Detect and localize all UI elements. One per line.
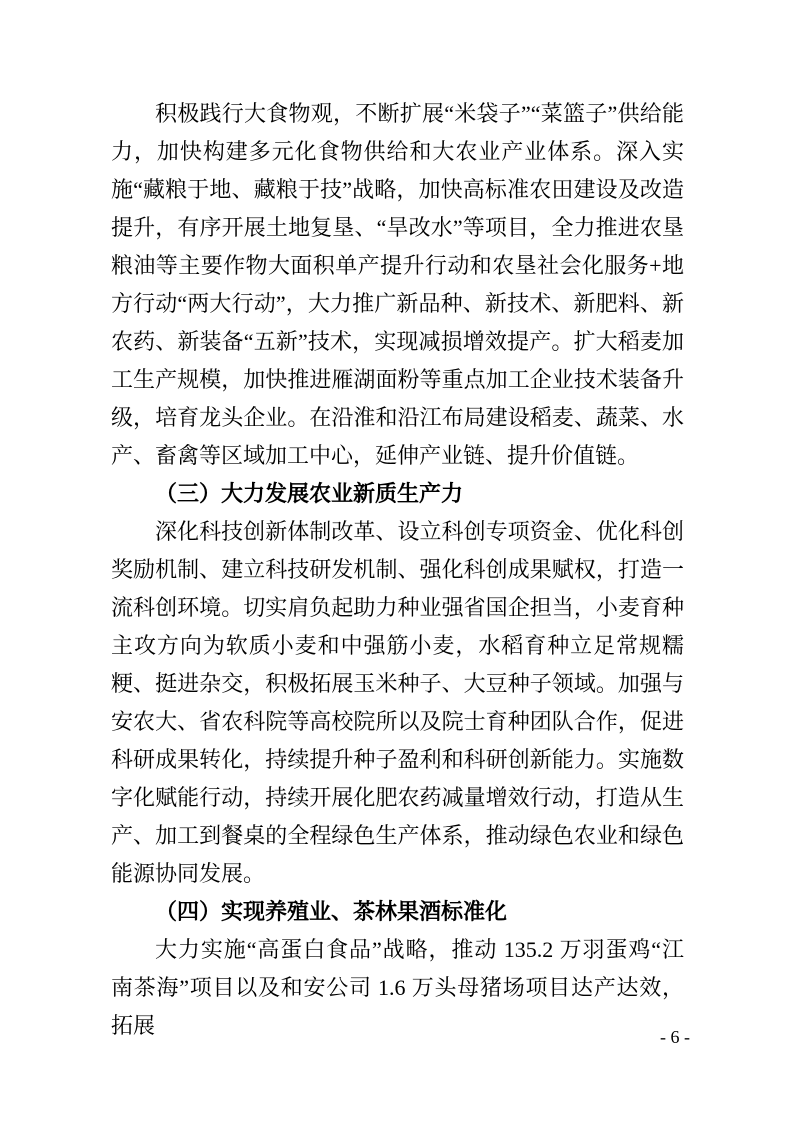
paragraph-new-productivity: 深化科技创新体制改革、设立科创专项资金、优化科创奖励机制、建立科技研发机制、强化科创成果赋权，打造一流科创环境。切实肩负起助力种业强省国企担当，小麦育种主攻方向为软质小麦和中强筋小麦，水稻育种立足常规糯粳、挺进杂交，积极拓展玉米种子、大豆种子领域。加强与安农大、省农科院等高校院所以及院士育种团队合作，促进科研成果转化，持续提升种子盈利和科研创新能力。实施数字化赋能行动，持续开展化肥农药减量增效行动，打造从生产、加工到餐桌的全程绿色生产体系，推动绿色农业和绿色能源协同发展。 xyxy=(111,519,684,886)
section-heading-3: （三）大力发展农业新质生产力 xyxy=(155,481,464,506)
document-body xyxy=(111,95,684,1045)
section-heading-4: （四）实现养殖业、茶林果酒标准化 xyxy=(155,899,508,924)
paragraph-breeding-standardization: 大力实施“高蛋白食品”战略，推动 135.2 万羽蛋鸡“江南茶海”项目以及和安公司 1.6 万头母猪场项目达产达效，拓展 xyxy=(111,937,684,1038)
paragraph-food-supply: 积极践行大食物观，不断扩展“米袋子”“菜篮子”供给能力，加快构建多元化食物供给和大农业产业体系。深入实施“藏粮于地、藏粮于技”战略，加快高标准农田建设及改造提升，有序开展土地复垦、“旱改水”等项目，全力推进农垦粮油等主要作物大面积单产提升行动和农垦社会化服务+地方行动“两大行动”，大力推广新品种、新技术、新肥料、新农药、新装备“五新”技术，实现减损增效提产。扩大稻麦加工生产规模，加快推进雁湖面粉等重点加工企业技术装备升级，培育龙头企业。在沿淮和沿江布局建设稻麦、蔬菜、水产、畜禽等区域加工中心，延伸产业链、提升价值链。 xyxy=(111,101,684,468)
page-number: - 6 - xyxy=(660,1027,690,1047)
